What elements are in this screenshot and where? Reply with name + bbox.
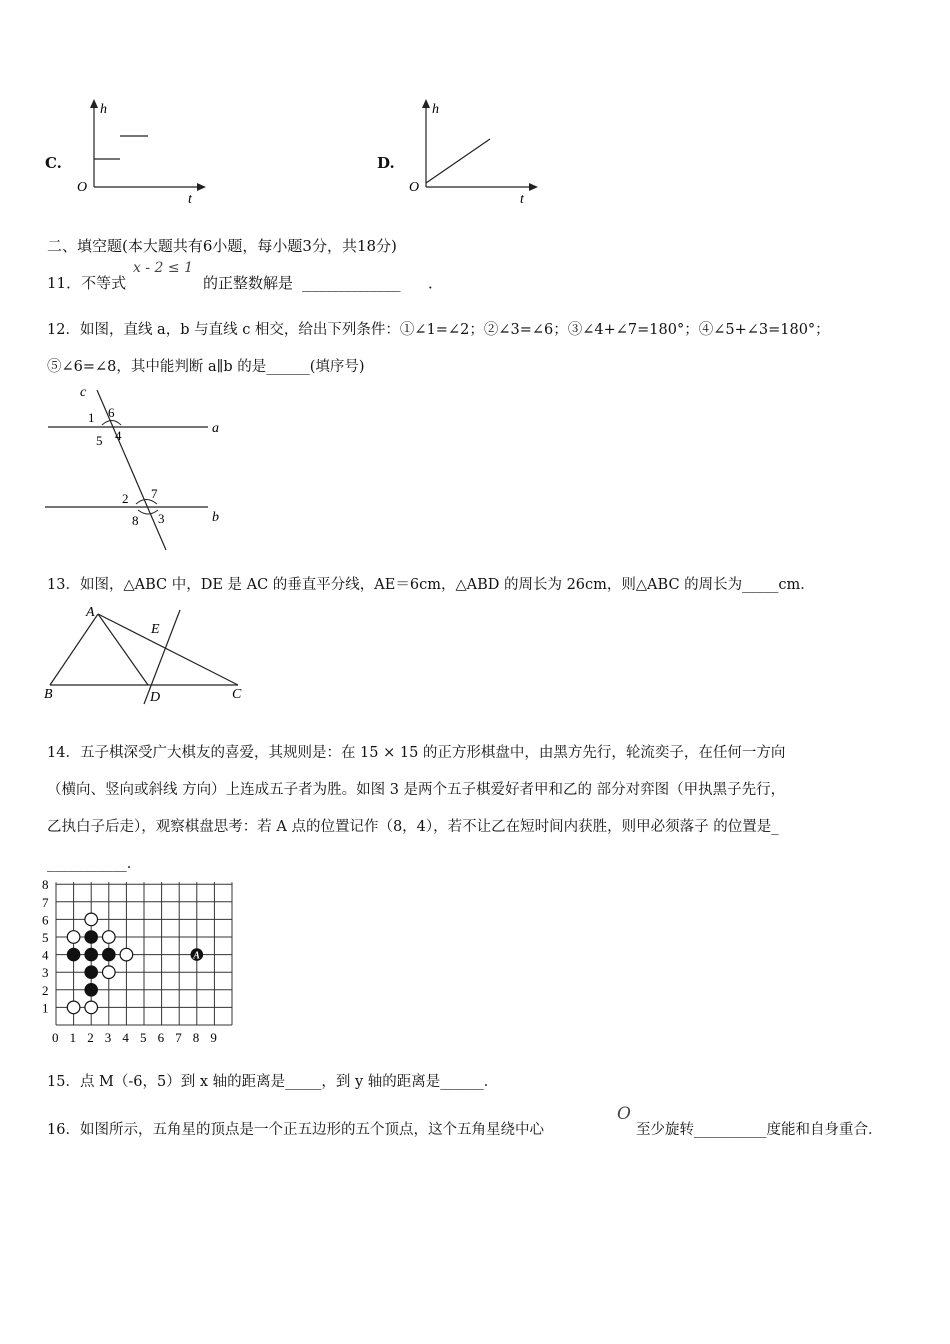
q16-symbol: O bbox=[617, 1104, 631, 1124]
y-tick-label: 6 bbox=[42, 912, 49, 928]
x-tick-label: 0 bbox=[52, 1030, 59, 1045]
y-tick-label: 8 bbox=[42, 880, 49, 893]
svg-text:B: B bbox=[44, 687, 53, 702]
option-d-graph bbox=[402, 95, 547, 205]
q14-line1: 14．五子棋深受广大棋友的喜爱，其规则是：在 15 × 15 的正方形棋盘中，由黑方先行，轮流奕子，在任何一方向 bbox=[47, 745, 786, 761]
q11-prefix: 11．不等式 bbox=[47, 274, 127, 292]
x-tick-label: 9 bbox=[210, 1030, 217, 1045]
svg-text:8: 8 bbox=[132, 513, 139, 528]
x-tick-label: 4 bbox=[122, 1030, 129, 1045]
q16-prefix: 16．如图所示，五角星的顶点是一个正五边形的五个顶点，这个五角星绕中心 bbox=[47, 1122, 544, 1138]
q13-figure bbox=[40, 600, 260, 710]
q12-figure bbox=[40, 382, 240, 552]
x-tick-label: 6 bbox=[157, 1030, 165, 1045]
option-d-label: D. bbox=[377, 154, 395, 172]
option-c-graph bbox=[70, 95, 215, 205]
black-stone bbox=[67, 948, 80, 961]
y-tick-label: 3 bbox=[42, 965, 49, 981]
q11-end: ． bbox=[428, 274, 444, 292]
svg-text:5: 5 bbox=[96, 433, 103, 448]
svg-text:1: 1 bbox=[88, 410, 95, 425]
marker-a-label: A bbox=[193, 950, 200, 962]
x-tick-label: 5 bbox=[140, 1030, 147, 1045]
y-tick-label: 7 bbox=[42, 894, 49, 910]
svg-text:C: C bbox=[232, 687, 242, 702]
q11-formula: x - 2 ≤ 1 bbox=[133, 260, 193, 276]
white-stone bbox=[85, 1001, 98, 1014]
section-title: 二、填空题(本大题共有6小题，每小题3分，共18分) bbox=[47, 237, 397, 255]
white-stone bbox=[85, 913, 98, 926]
svg-text:c: c bbox=[80, 385, 87, 400]
svg-text:E: E bbox=[151, 622, 160, 637]
black-stone bbox=[103, 948, 116, 961]
x-tick-label: 1 bbox=[69, 1030, 77, 1045]
black-stone bbox=[85, 931, 98, 944]
y-tick-label: 4 bbox=[42, 947, 49, 963]
q12-line2: ⑤∠6=∠8，其中能判断 a∥b 的是______(填序号) bbox=[47, 359, 365, 375]
svg-text:D: D bbox=[150, 690, 161, 705]
q15-text: 15．点 M（-6，5）到 x 轴的距离是_____，到 y 轴的距离是______． bbox=[47, 1074, 499, 1090]
gomoku-board bbox=[30, 880, 260, 1060]
white-stone bbox=[103, 931, 116, 944]
q14-line3: 乙执白子后走），观察棋盘思考：若 A 点的位置记作（8，4），若不让乙在短时间内获胜，则甲必须落子 的位置是_ bbox=[47, 819, 779, 835]
black-stone bbox=[85, 984, 98, 997]
white-stone bbox=[67, 1001, 80, 1014]
black-stone bbox=[85, 966, 98, 979]
svg-text:6: 6 bbox=[108, 405, 115, 420]
svg-text:3: 3 bbox=[158, 511, 165, 526]
q11-blank: _______________ bbox=[302, 274, 400, 292]
q16-suffix: 至少旋转__________度能和自身重合． bbox=[636, 1122, 883, 1138]
y-tick-label: 1 bbox=[42, 1000, 49, 1016]
svg-text:2: 2 bbox=[122, 491, 129, 506]
svg-text:b: b bbox=[212, 510, 219, 525]
q14-line2: （横向、竖向或斜线 方向）上连成五子者为胜。如图 3 是两个五子棋爱好者甲和乙的 部分对弈图（甲执黑子先行， bbox=[47, 782, 786, 798]
x-tick-label: 2 bbox=[87, 1030, 94, 1045]
white-stone bbox=[67, 931, 80, 944]
q14-line4: ___________． bbox=[47, 856, 142, 872]
svg-text:h: h bbox=[432, 102, 439, 117]
y-tick-label: 5 bbox=[42, 930, 49, 945]
x-tick-label: 7 bbox=[175, 1030, 182, 1045]
svg-text:4: 4 bbox=[115, 428, 122, 443]
x-tick-label: 3 bbox=[104, 1030, 112, 1045]
axis-t-label: t bbox=[188, 192, 192, 205]
axis-h-label: h bbox=[100, 102, 107, 117]
svg-text:O: O bbox=[409, 180, 420, 195]
origin-label: O bbox=[77, 180, 88, 195]
svg-text:A: A bbox=[86, 605, 95, 620]
svg-text:t: t bbox=[520, 192, 524, 205]
white-stone bbox=[120, 948, 133, 961]
x-tick-label: 8 bbox=[192, 1030, 200, 1045]
q11-suffix: 的正整数解是 bbox=[203, 274, 294, 292]
option-c-label: C. bbox=[45, 154, 62, 172]
white-stone bbox=[103, 966, 116, 979]
q12-line1: 12．如图，直线 a，b 与直线 c 相交，给出下列条件：①∠1=∠2；②∠3=∠6；③∠4+∠7=180°；④∠5+∠3=180°； bbox=[47, 322, 830, 338]
svg-text:a: a bbox=[212, 421, 219, 436]
q13-text: 13．如图，△ABC 中，DE 是 AC 的垂直平分线，AE＝6cm，△ABD 的周长为 26cm，则△ABC 的周长为_____cm． bbox=[47, 577, 815, 593]
svg-text:7: 7 bbox=[151, 486, 158, 501]
y-tick-label: 2 bbox=[42, 982, 49, 998]
black-stone bbox=[85, 948, 98, 961]
